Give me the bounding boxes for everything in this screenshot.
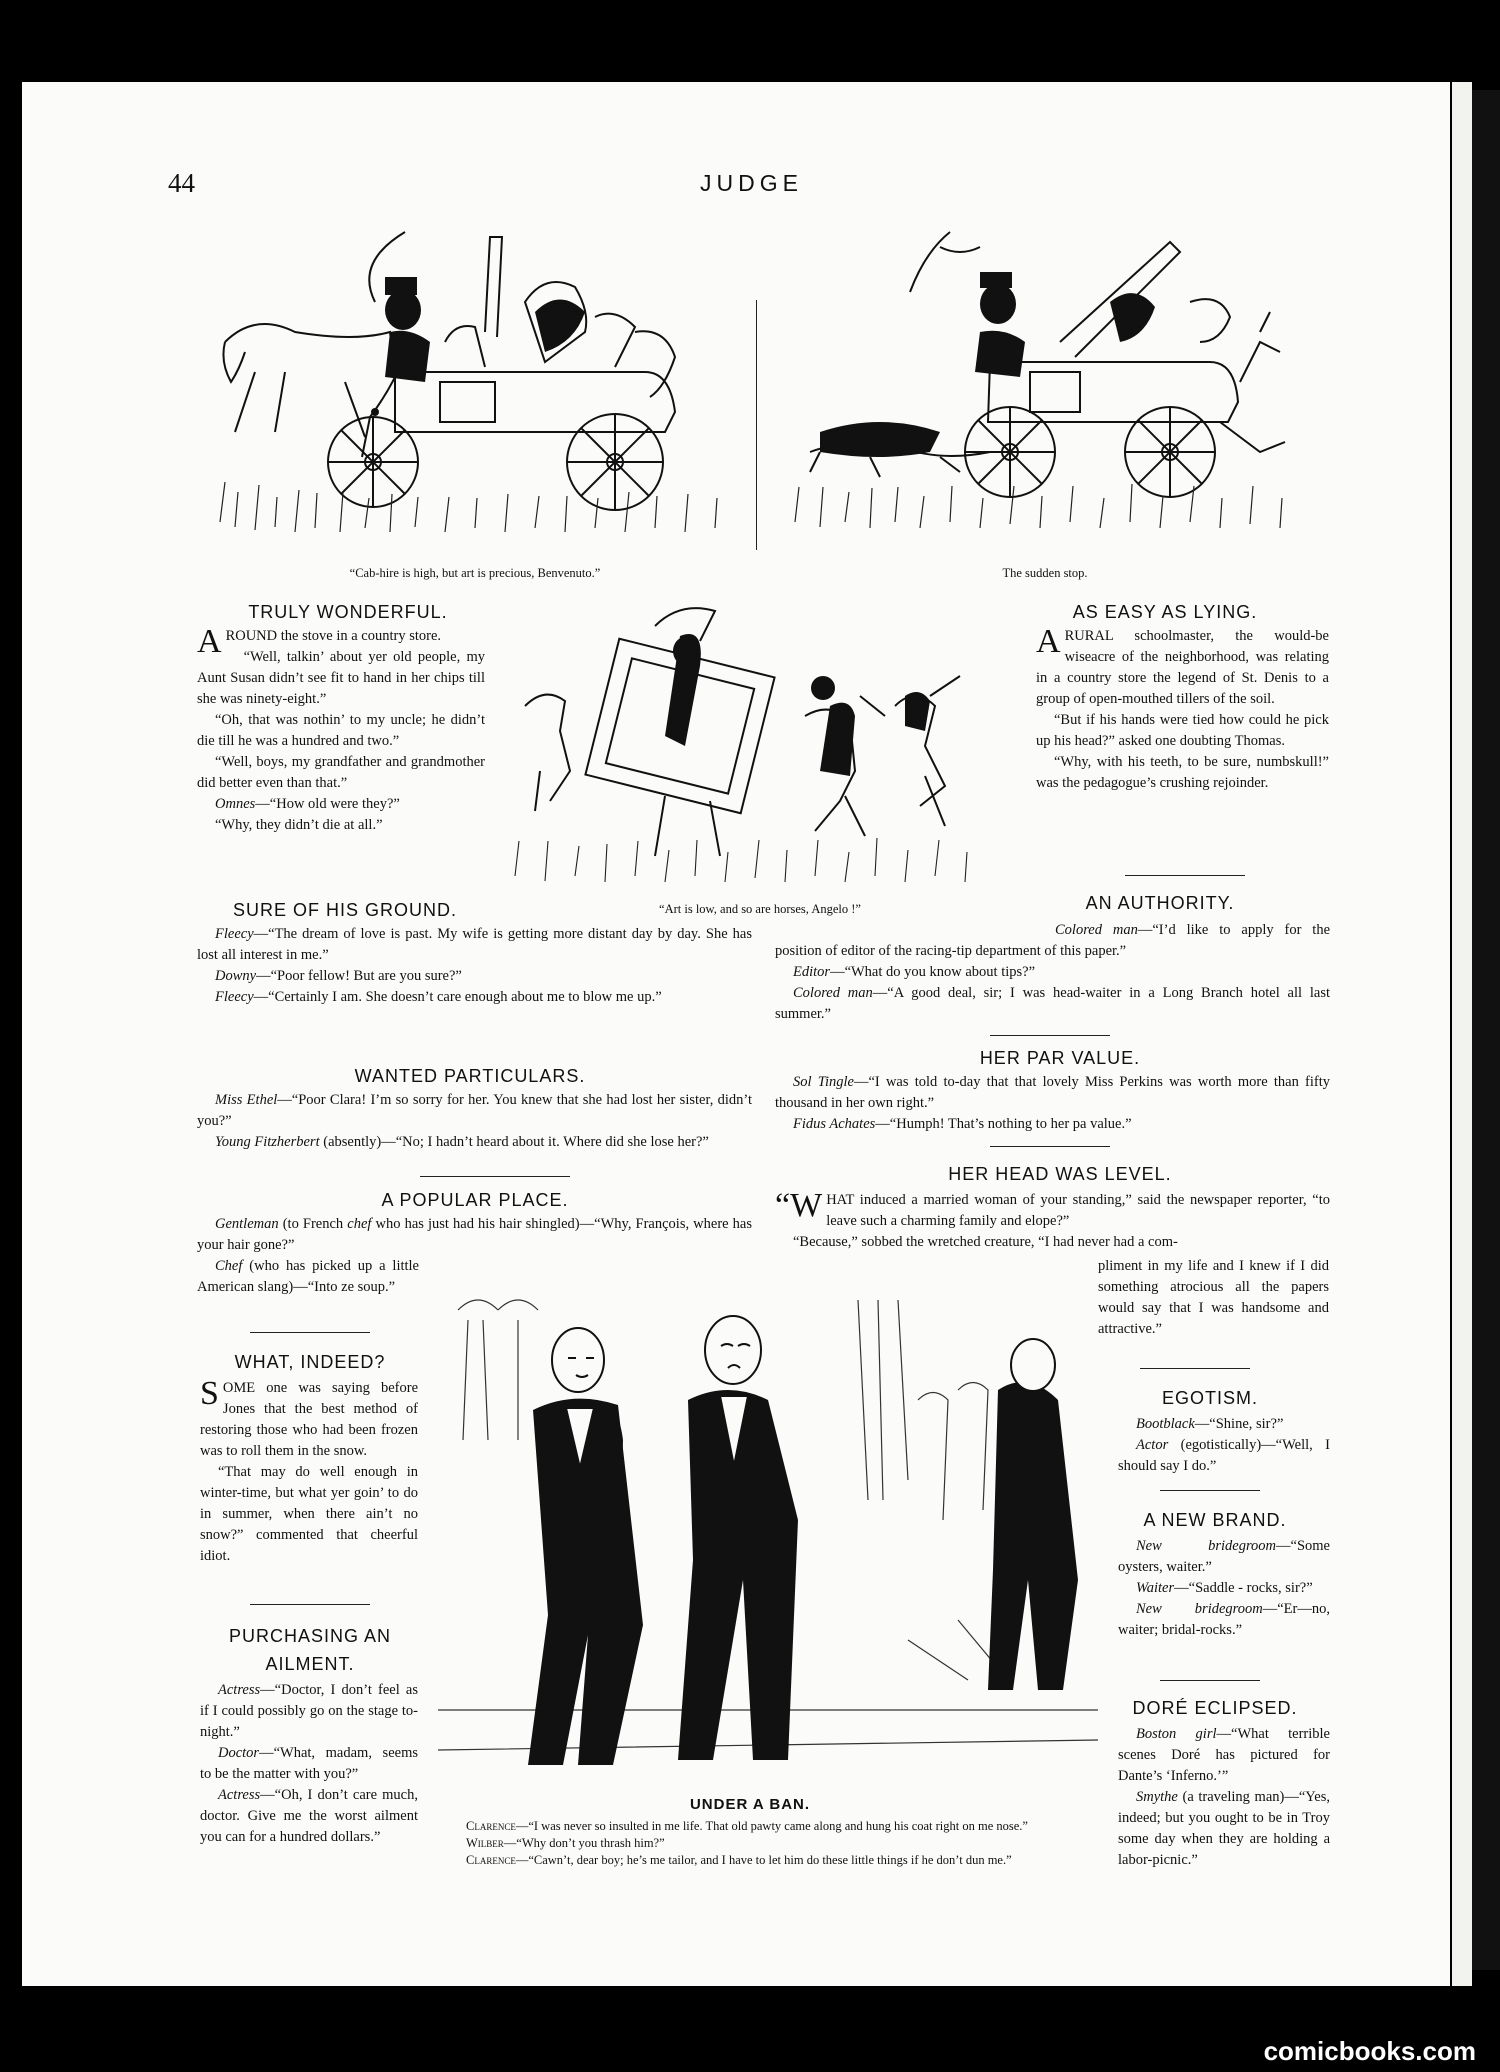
heading-easy-as-lying: AS EASY AS LYING. <box>1072 602 1258 622</box>
cab-left-caption: “Cab-hire is high, but art is precious, Benvenuto.” <box>349 566 601 580</box>
article-her-head-was-level-a: “WHAT induced a married woman of your standing,” said the newspaper reporter, “to leave such a charming family and elope?” “Because,” sobbed the wretched creature, “I had never had a com- <box>775 1187 1330 1250</box>
art-is-low-illustration <box>505 596 1015 886</box>
heading-her-head-was-level: HER HEAD WAS LEVEL. <box>948 1164 1172 1184</box>
divider <box>1160 1680 1260 1681</box>
heading-popular-place: A POPULAR PLACE. <box>381 1190 569 1210</box>
article-sure-of-his-ground: Fleecy—“The dream of love is past. My wife is getting more distant day by day. She has lost all interest in me.” Downy—“Poor fellow! But are you sure?” Fleecy—“Certainly I am. She doesn’t care enough about me to blow me up.” <box>197 926 752 1005</box>
cab-illustration-left <box>215 222 735 552</box>
divider <box>990 1146 1110 1147</box>
divider <box>1125 875 1245 876</box>
article-a-new-brand: New bridegroom—“Some oysters, waiter.” Waiter—“Saddle - rocks, sir?” New bridegroom—“Er—no, waiter; bridal-rocks.” <box>1118 1538 1330 1638</box>
cab-right-caption: The sudden stop. <box>1002 566 1088 580</box>
article-easy-as-lying: ARURAL schoolmaster, the would-be wiseacre of the neighborhood, was relating in a country store the legend of St. Denis to a group of open-mouthed tillers of the soil. “But if his hands were tied how could he pick up his head?” asked one doubting Thomas. “Why, with his teeth, to be sure, numbskull!” was the pedagogue’s crushing rejoinder. <box>1036 623 1329 791</box>
heading-her-par-value: HER PAR VALUE. <box>979 1048 1141 1068</box>
page-number: 44 <box>168 168 195 198</box>
article-popular-place-a: Gentleman (to French chef who has just had his hair shingled)—“Why, François, where has your hair gone?” <box>197 1216 753 1253</box>
heading-purchasing-1: PURCHASING AN <box>228 1626 392 1646</box>
cab-right-illustration <box>790 222 1290 552</box>
article-popular-place-b: Chef (who has picked up a little American slang)—“Into ze soup.” <box>197 1258 419 1295</box>
article-wanted-particulars: Miss Ethel—“Poor Clara! I’m so sorry for her. You knew that she had lost her sister, didn’t you?” Young Fitzherbert (absently)—“No; I hadn’t heard about it. Where did she lose her?” <box>197 1092 752 1150</box>
article-egotism: Bootblack—“Shine, sir?” Actor (egotistically)—“Well, I should say I do.” <box>1118 1416 1330 1474</box>
watermark: comicbooks.com <box>1263 2036 1476 2066</box>
divider <box>1140 1368 1250 1369</box>
article-her-head-was-level-b: pliment in my life and I knew if I did something atrocious all the papers would say that I was handsome and attractive.” <box>1098 1258 1329 1337</box>
drop-cap: “W <box>775 1187 823 1224</box>
article-her-par-value: Sol Tingle—“I was told to-day that that lovely Miss Perkins was worth more than fifty thousand in her own right.” Fidus Achates—“Humph! That’s nothing to her pa value.” <box>775 1074 1330 1132</box>
drop-cap: S <box>200 1375 219 1412</box>
column-divider <box>756 300 757 550</box>
heading-purchasing-2: AILMENT. <box>265 1654 355 1674</box>
heading-truly-wonderful: TRULY WONDERFUL. <box>248 602 448 622</box>
heading-dore-eclipsed: DORÉ ECLIPSED. <box>1132 1698 1298 1718</box>
heading-an-authority: AN AUTHORITY. <box>1085 893 1235 913</box>
heading-sure-of-his-ground: SURE OF HIS GROUND. <box>232 900 457 920</box>
masthead: JUDGE <box>700 170 803 196</box>
divider <box>1160 1490 1260 1491</box>
article-what-indeed: SOME one was saying before Jones that the best method of restoring those who had been frozen was to roll them in the snow. “That may do well enough in winter-time, but what yer goin’ to do in summer, when there ain’t no snow?” commented that cheerful idiot. <box>200 1375 418 1564</box>
page-spine <box>1452 82 1472 1986</box>
heading-wanted-particulars: WANTED PARTICULARS. <box>354 1066 586 1086</box>
under-a-ban-illustration <box>438 1280 1098 1790</box>
page-edge <box>1472 90 1500 1970</box>
article-an-authority: Colored man—“I’d like to apply for the position of editor of the racing-tip department of this paper.” Editor—“What do you know about tips?” Colored man—“A good deal, sir; I was head-waiter in a Long Branch hotel all last summer.” <box>775 922 1330 1022</box>
article-truly-wonderful: AROUND the stove in a country store. “Well, talkin’ about yer old people, my Aunt Susan didn’t see fit to hand in her chips till she was ninety-eight.” “Oh, that was nothin’ to my uncle; he didn’t die till he was a hundred and two.” “Well, boys, my grandfather and grandmother did better even than that.” Omnes—“How old were they?” “Why, they didn’t die at all.” <box>197 623 485 833</box>
article-dore-eclipsed: Boston girl—“What terrible scenes Doré has pictured for Dante’s ‘Inferno.’” Smythe (a traveling man)—“Yes, indeed; but you ought to be in Troy some day when they are holding a labor-picnic.” <box>1118 1726 1330 1868</box>
divider <box>250 1332 370 1333</box>
art-is-low-caption: “Art is low, and so are horses, Angelo !” <box>659 902 861 916</box>
article-purchasing: Actress—“Doctor, I don’t feel as if I could possibly go on the stage to-night.” Doctor—“What, madam, seems to be the matter with you?” Actress—“Oh, I don’t care much, doctor. Give me the worst ailment you can for a hundred dollars.” <box>200 1682 418 1845</box>
heading-egotism: EGOTISM. <box>1161 1388 1258 1408</box>
heading-what-indeed: WHAT, INDEED? <box>234 1352 386 1372</box>
divider <box>990 1035 1110 1036</box>
drop-cap: A <box>197 623 222 660</box>
under-a-ban-caption: Clarence—“I was never so insulted in me life. That old pawty came along and hung his coat right on me nose.” Wilber—“Why don’t you thrash him?” Clarence—“Cawn’t, dear boy; he’s me tailor, and I have to let him do these little things if he don’t dun me.” <box>466 1819 1028 1867</box>
drop-cap: A <box>1036 623 1061 660</box>
under-a-ban-title: UNDER A BAN. <box>689 1796 811 1813</box>
divider <box>420 1176 570 1177</box>
heading-a-new-brand: A NEW BRAND. <box>1143 1510 1287 1530</box>
divider <box>250 1604 370 1605</box>
